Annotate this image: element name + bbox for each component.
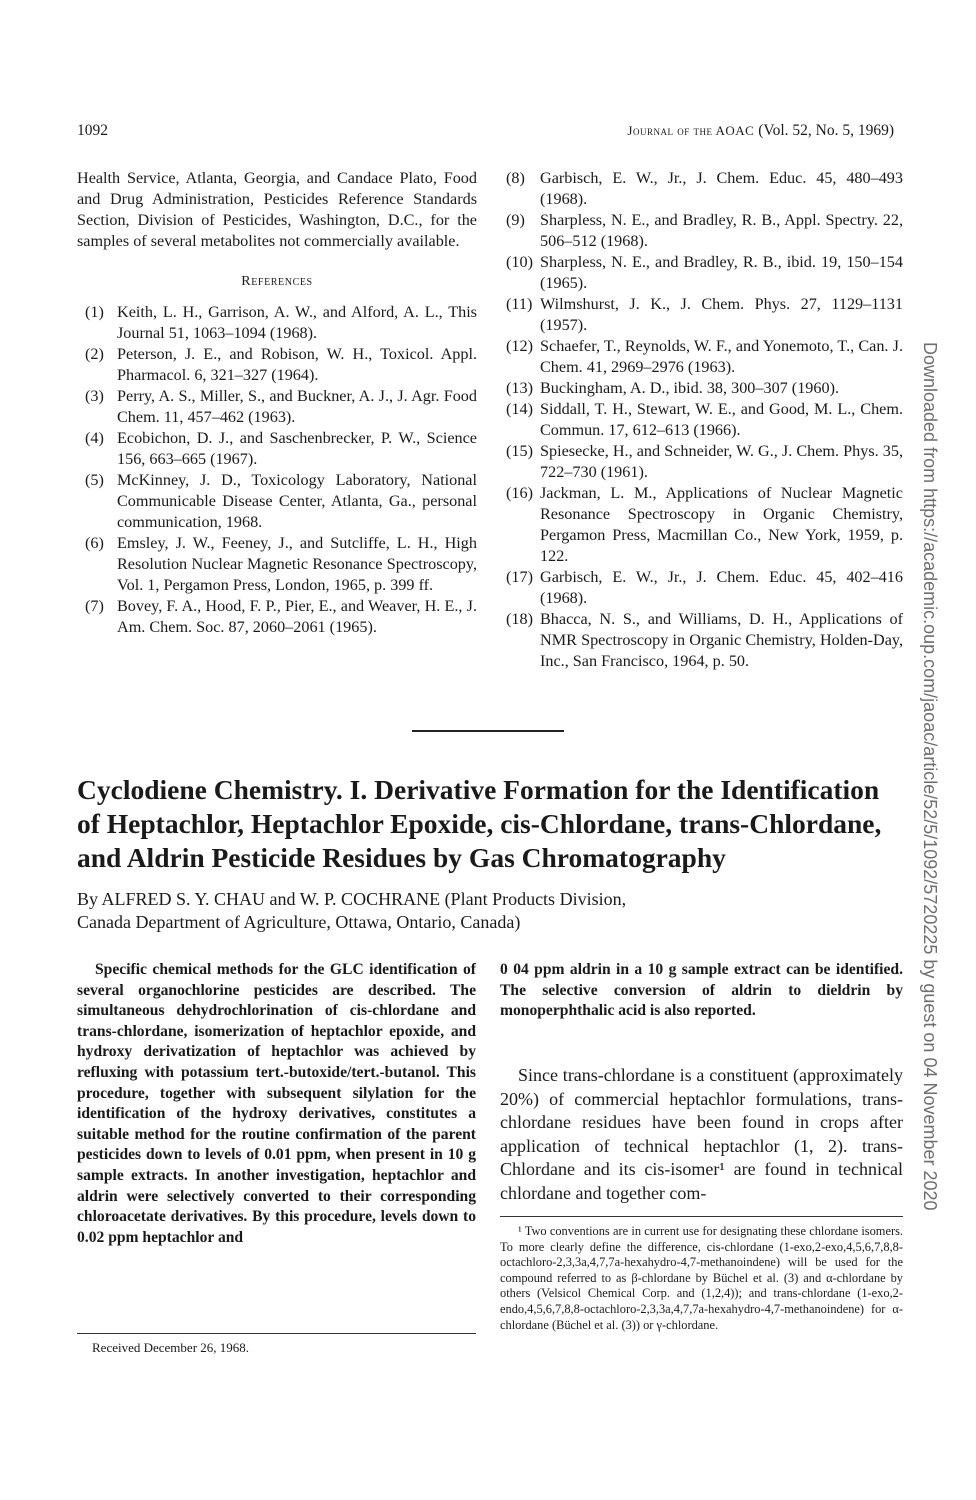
- byline-line-1: By ALFRED S. Y. CHAU and W. P. COCHRANE (Plant Products Division,: [77, 889, 627, 909]
- reference-number: (13): [506, 379, 533, 397]
- reference-number: (3): [85, 387, 104, 405]
- reference-text: Schaefer, T., Reynolds, W. F., and Yonemoto, T., Can. J. Chem. 41, 2969–2976 (1963).: [540, 337, 903, 376]
- reference-text: Garbisch, E. W., Jr., J. Chem. Educ. 45, 402–416 (1968).: [540, 568, 903, 607]
- footnote-rule: [500, 1216, 903, 1217]
- footnote: ¹ Two conventions are in current use for designating these chlordane isomers. To more clearly define the difference, cis-chlordane (1-exo,2-exo,4,5,6,7,8,8-octachloro-2,3,3a,4,7,7a-hexahydro-4,7-methanoindene) will be used for the compound referred to as β-chlordane by Büchel et al. (3) and α-chlordane by others (Velsicol Chemical Corp. and (1,2,4)); and trans-chlordane (1-exo,2-endo,4,5,6,7,8,8-octachloro-2,3,3a,4,7,7a-hexahydro-4,7-methanoindene) for α-chlordane (Büchel et al. (3)) or γ-chlordane.: [500, 1224, 903, 1332]
- reference-text: Sharpless, N. E., and Bradley, R. B., Appl. Spectry. 22, 506–512 (1968).: [540, 211, 903, 250]
- reference-item: [500, 252, 903, 294]
- reference-number: (11): [506, 295, 533, 313]
- reference-number: (14): [506, 400, 533, 418]
- reference-number: (4): [85, 429, 104, 447]
- reference-text: Perry, A. S., Miller, S., and Buckner, A. J., J. Agr. Food Chem. 11, 457–462 (1963).: [117, 387, 477, 426]
- reference-number: (10): [506, 253, 533, 271]
- reference-text: McKinney, J. D., Toxicology Laboratory, National Communicable Disease Center, Atlanta, Ga., personal communication, 1968.: [117, 471, 477, 531]
- reference-item: [500, 294, 903, 336]
- abstract-left: Specific chemical methods for the GLC identification of several organochlorine pesticides are described. The simultaneous dehydrochlorination of cis-chlordane and trans-chlordane, isomerization of heptachlor epoxide, and hydroxy derivatization of heptachlor was achieved by refluxing with potassium tert.-butoxide/tert.-butanol. This procedure, together with subsequent silylation for the identification of the hydroxy derivatives, constitutes a suitable method for the routine confirmation of the parent pesticides down to levels of 0.01 ppm, when present in 10 g sample extracts. In another investigation, heptachlor and aldrin were selectively converted to their corresponding chloroacetate derivatives. By this procedure, levels down to 0.02 ppm heptachlor and: [77, 961, 476, 1246]
- reference-number: (6): [85, 534, 104, 552]
- reference-number: (12): [506, 337, 533, 355]
- byline-line-2: Canada Department of Agriculture, Ottawa, Ontario, Canada): [77, 912, 521, 932]
- reference-item: [500, 567, 903, 609]
- left-column: [77, 168, 477, 638]
- reference-item: [500, 210, 903, 252]
- page-number: 1092: [77, 122, 108, 139]
- reference-number: (9): [506, 211, 525, 229]
- reference-number: (2): [85, 345, 104, 363]
- body-paragraph: Since trans-chlordane is a constituent (approximately 20%) of commercial heptachlor formulations, trans-chlordane residues have been found in crops after application of technical heptachlor (1, 2). trans-Chlordane and its cis-isomer¹ are found in technical chlordane and together com-: [500, 1065, 903, 1203]
- reference-text: Emsley, J. W., Feeney, J., and Sutcliffe, L. H., High Resolution Nuclear Magnetic Resonance Spectroscopy, Vol. 1, Pergamon Press, London, 1965, p. 399 ff.: [117, 534, 477, 594]
- reference-number: (18): [506, 610, 533, 628]
- reference-item: [500, 399, 903, 441]
- reference-text: Peterson, J. E., and Robison, W. H., Toxicol. Appl. Pharmacol. 6, 321–327 (1964).: [117, 345, 477, 384]
- reference-text: Garbisch, E. W., Jr., J. Chem. Educ. 45, 480–493 (1968).: [540, 169, 903, 208]
- reference-item: [77, 470, 477, 533]
- journal-name: Journal of the AOAC: [627, 123, 755, 138]
- received-date: Received December 26, 1968.: [92, 1340, 250, 1355]
- reference-number: (7): [85, 597, 104, 615]
- reference-item: [77, 302, 477, 344]
- article-title: Cyclodiene Chemistry. I. Derivative Formation for the Identification of Heptachlor, Heptachlor Epoxide, cis-Chlordane, trans-Chlordane, and Aldrin Pesticide Residues by Gas Chromatography: [77, 774, 882, 873]
- author-byline: [77, 888, 907, 934]
- reference-text: Wilmshurst, J. K., J. Chem. Phys. 27, 1129–1131 (1957).: [540, 295, 903, 334]
- references-heading: References: [241, 274, 313, 289]
- reference-item: [500, 483, 903, 567]
- reference-item: [500, 441, 903, 483]
- running-header: [627, 122, 894, 140]
- reference-text: Bhacca, N. S., and Williams, D. H., Applications of NMR Spectroscopy in Organic Chemistry, Holden-Day, Inc., San Francisco, 1964, p. 50.: [540, 610, 903, 670]
- reference-number: (17): [506, 568, 533, 586]
- reference-text: Jackman, L. M., Applications of Nuclear Magnetic Resonance Spectroscopy in Organic Chemistry, Pergamon Press, Macmillan Co., New York, 1959, p. 122.: [540, 484, 903, 565]
- reference-text: Buckingham, A. D., ibid. 38, 300–307 (1960).: [540, 379, 840, 397]
- reference-text: Ecobichon, D. J., and Saschenbrecker, P. W., Science 156, 663–665 (1967).: [117, 429, 477, 468]
- section-divider: [412, 730, 564, 732]
- download-watermark: [922, 342, 958, 1452]
- reference-item: [77, 596, 477, 638]
- reference-text: Siddall, T. H., Stewart, W. E., and Good, M. L., Chem. Commun. 17, 612–613 (1966).: [540, 400, 903, 439]
- reference-item: [77, 428, 477, 470]
- right-column: [500, 168, 903, 672]
- reference-text: Spiesecke, H., and Schneider, W. G., J. Chem. Phys. 35, 722–730 (1961).: [540, 442, 903, 481]
- reference-number: (5): [85, 471, 104, 489]
- reference-number: (15): [506, 442, 533, 460]
- reference-item: [500, 168, 903, 210]
- reference-number: (8): [506, 169, 525, 187]
- reference-item: [77, 344, 477, 386]
- received-rule: [77, 1333, 476, 1334]
- reference-number: (1): [85, 303, 104, 321]
- reference-text: Keith, L. H., Garrison, A. W., and Alford, A. L., This Journal 51, 1063–1094 (1968).: [117, 303, 477, 342]
- reference-text: Bovey, F. A., Hood, F. P., Pier, E., and Weaver, H. E., J. Am. Chem. Soc. 87, 2060–2061 (1965).: [117, 597, 477, 636]
- reference-item: [77, 533, 477, 596]
- reference-item: [77, 386, 477, 428]
- reference-item: [500, 378, 903, 399]
- acknowledgment: Health Service, Atlanta, Georgia, and Candace Plato, Food and Drug Administration, Pesticides Reference Standards Section, Division of Pesticides, Washington, D.C., for the samples of several metabolites not commercially available.: [77, 169, 477, 250]
- reference-number: (16): [506, 484, 533, 502]
- abstract-right: 0 04 ppm aldrin in a 10 g sample extract can be identified. The selective conversion of aldrin to dieldrin by monoperphthalic acid is also reported.: [500, 961, 903, 1020]
- reference-text: Sharpless, N. E., and Bradley, R. B., ibid. 19, 150–154 (1965).: [540, 253, 903, 292]
- watermark-text: Downloaded from https://academic.oup.com/jaoac/article/52/5/1092/5720225 by guest on 04 November 2020: [920, 342, 940, 1211]
- reference-item: [500, 336, 903, 378]
- reference-item: [500, 609, 903, 672]
- volume-issue: (Vol. 52, No. 5, 1969): [758, 122, 894, 139]
